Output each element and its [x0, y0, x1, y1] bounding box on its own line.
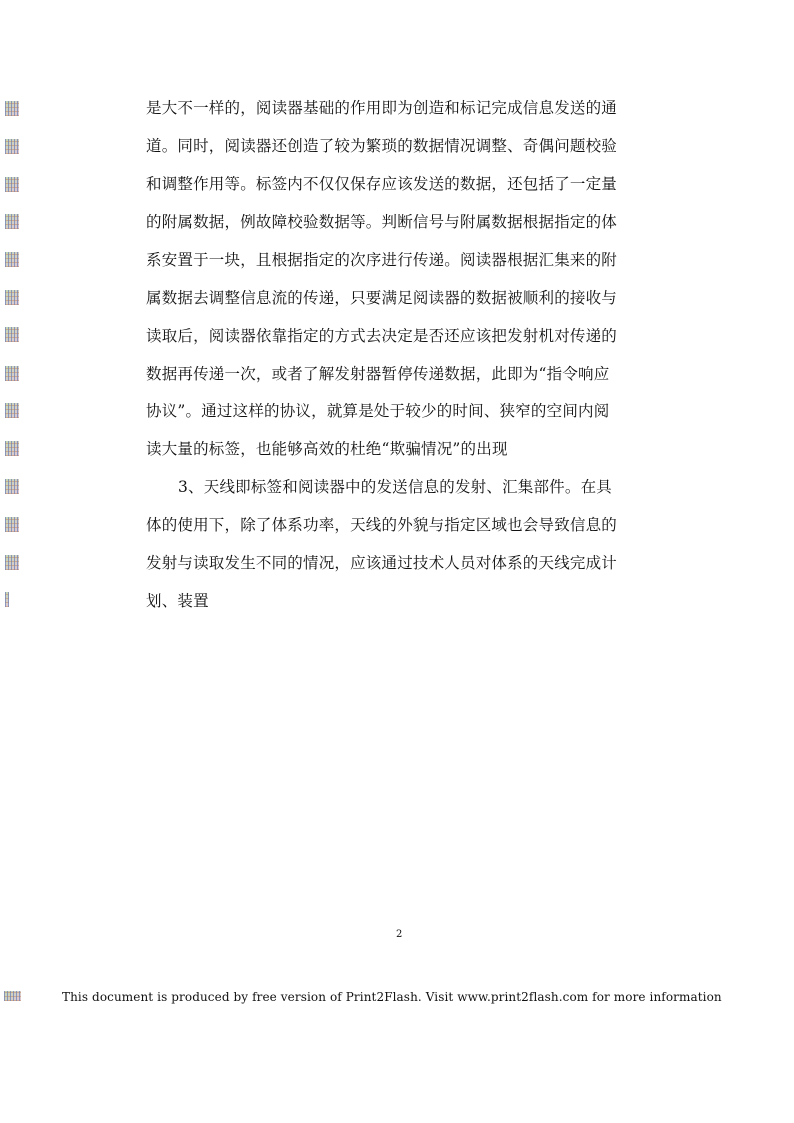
paragraph-line: 读大量的标签，也能够高效的杜绝“欺骗情况”的出现 — [146, 440, 508, 458]
paragraph-line: 道。同时，阅读器还创造了较为繁琐的数据情况调整、奇偶问题校验 — [146, 137, 618, 155]
margin-noise-mark — [5, 101, 19, 116]
margin-noise-mark — [5, 214, 19, 229]
footer-watermark-text: This document is produced by free version of Print2Flash. Visit www.print2flash.com for more information — [62, 990, 722, 1004]
paragraph-line: 读取后，阅读器依靠指定的方式去决定是否还应该把发射机对传递的 — [146, 327, 618, 345]
margin-noise-mark — [5, 290, 19, 305]
margin-noise-mark — [5, 441, 19, 456]
paragraph-line: 系安置于一块，且根据指定的次序进行传递。阅读器根据汇集来的附 — [146, 251, 618, 269]
paragraph-line: 属数据去调整信息流的传递，只要满足阅读器的数据被顺利的接收与 — [146, 289, 618, 307]
paragraph-line: 3、天线即标签和阅读器中的发送信息的发射、汇集部件。在具 — [178, 478, 612, 496]
margin-noise-mark — [5, 517, 19, 532]
margin-noise-mark — [5, 592, 9, 607]
margin-noise-mark — [5, 403, 19, 418]
footer-noise-mark — [4, 991, 21, 1001]
margin-noise-mark — [5, 479, 19, 494]
paragraph-line: 数据再传递一次，或者了解发射器暂停传递数据，此即为“指令响应 — [146, 365, 610, 383]
paragraph-line: 体的使用下，除了体系功率，天线的外貌与指定区域也会导致信息的 — [146, 516, 618, 534]
margin-noise-mark — [5, 177, 19, 192]
margin-noise-mark — [5, 366, 19, 381]
margin-noise-mark — [5, 327, 19, 342]
paragraph-line: 和调整作用等。标签内不仅仅保存应该发送的数据，还包括了一定量 — [146, 175, 618, 193]
paragraph-line: 划、装置 — [146, 592, 209, 610]
paragraph-line: 发射与读取发生不同的情况，应该通过技术人员对体系的天线完成计 — [146, 554, 618, 572]
paragraph-line: 是大不一样的，阅读器基础的作用即为创造和标记完成信息发送的通 — [146, 99, 618, 117]
margin-noise-mark — [5, 139, 19, 154]
page-number: 2 — [396, 929, 403, 940]
margin-noise-mark — [5, 252, 19, 267]
margin-noise-mark — [5, 555, 19, 570]
paragraph-line: 的附属数据，例故障校验数据等。判断信号与附属数据根据指定的体 — [146, 213, 618, 231]
paragraph-line: 协议”。通过这样的协议，就算是处于较少的时间、狭窄的空间内阅 — [146, 402, 610, 420]
